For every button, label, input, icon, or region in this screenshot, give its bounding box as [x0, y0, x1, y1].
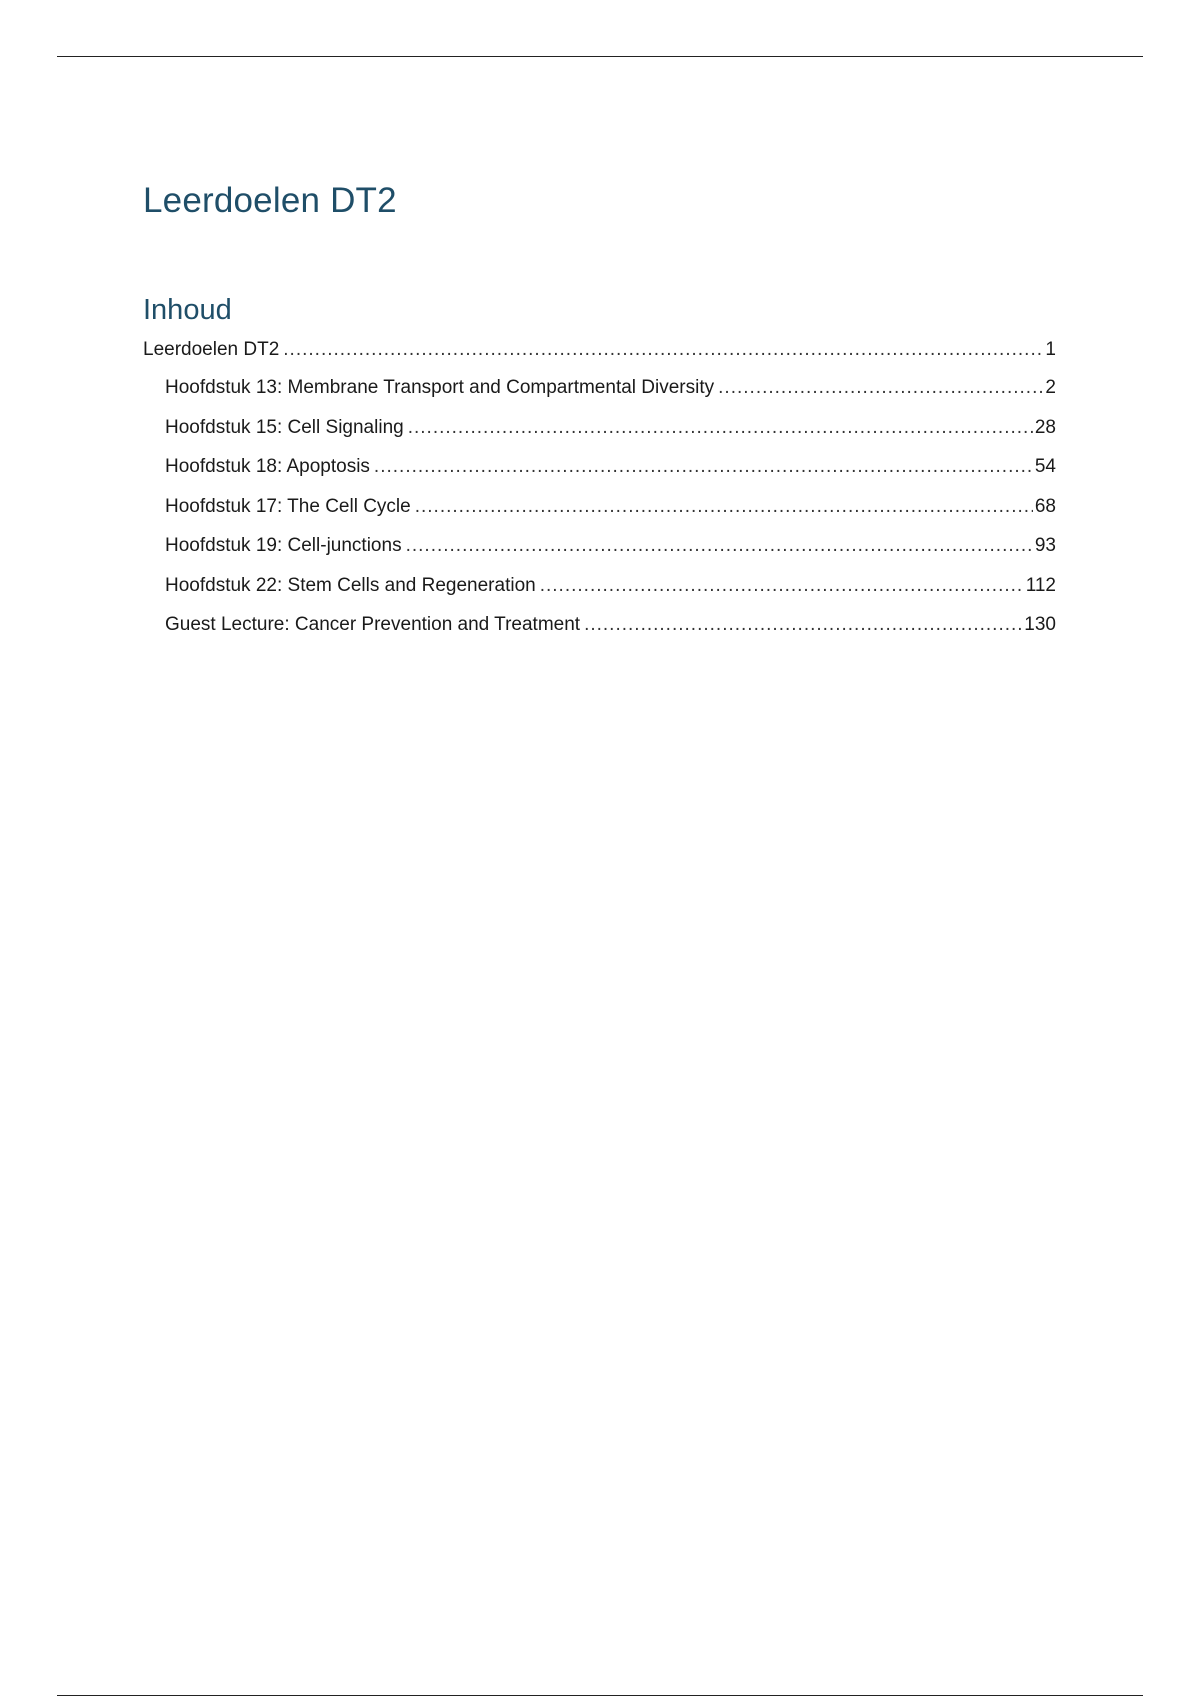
table-of-contents [143, 336, 1056, 651]
toc-entry-title: Hoofdstuk 13: Membrane Transport and Compartmental Diversity [165, 377, 715, 398]
toc-entry[interactable] [143, 453, 1056, 484]
toc-page-number: 68 [1034, 495, 1056, 517]
toc-page-number: 130 [1024, 614, 1056, 635]
toc-dot-leader [584, 611, 1022, 639]
toc-page-number: 2 [1045, 377, 1056, 398]
document-title: Leerdoelen DT2 [143, 181, 397, 220]
toc-entry[interactable] [143, 336, 1056, 366]
toc-entry-title: Hoofdstuk 19: Cell-junctions [165, 535, 402, 556]
toc-dot-leader [283, 336, 1043, 364]
toc-dot-leader [718, 374, 1043, 402]
toc-page-number: 112 [1025, 574, 1056, 596]
toc-heading: Inhoud [143, 294, 232, 326]
toc-entry[interactable] [143, 532, 1056, 563]
toc-entry[interactable] [143, 611, 1056, 642]
toc-entry[interactable] [143, 493, 1056, 524]
toc-page-number: 1 [1045, 339, 1056, 360]
toc-dot-leader [415, 493, 1033, 521]
toc-entry-title: Hoofdstuk 17: The Cell Cycle [165, 495, 411, 517]
toc-entry-title: Hoofdstuk 18: Apoptosis [165, 456, 370, 477]
toc-entry-title: Leerdoelen DT2 [143, 339, 280, 360]
toc-dot-leader [406, 532, 1033, 560]
toc-entry-title: Hoofdstuk 15: Cell Signaling [165, 416, 404, 438]
toc-page-number: 28 [1034, 416, 1056, 438]
toc-dot-leader [408, 414, 1033, 442]
page-footer-rule [57, 1695, 1143, 1696]
toc-dot-leader [540, 572, 1024, 600]
toc-dot-leader [374, 453, 1033, 481]
toc-entry-title: Hoofdstuk 22: Stem Cells and Regeneration [165, 574, 536, 596]
toc-entry[interactable] [143, 572, 1056, 603]
page-header-rule [57, 56, 1143, 57]
toc-entry[interactable] [143, 374, 1056, 405]
toc-entry[interactable] [143, 414, 1056, 445]
toc-page-number: 54 [1034, 456, 1056, 477]
toc-entry-title: Guest Lecture: Cancer Prevention and Treatment [165, 614, 581, 635]
toc-page-number: 93 [1034, 535, 1056, 556]
